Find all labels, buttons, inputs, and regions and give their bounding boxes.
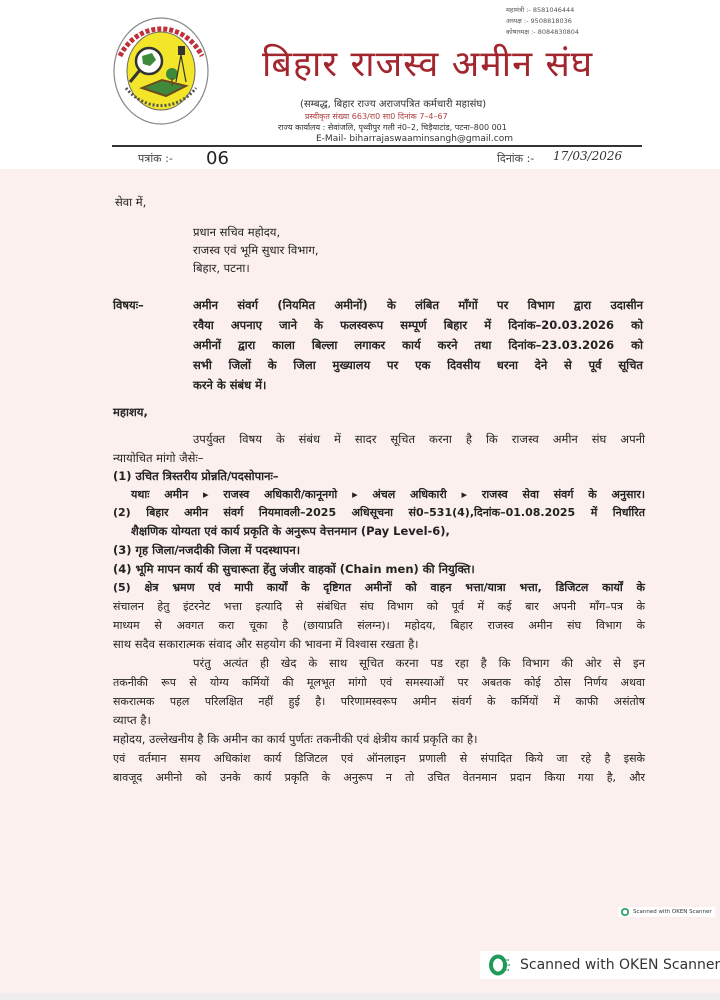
demand-item: (1) उचित त्रिस्तरीय प्रोन्नति/पदसोपानः– — [113, 469, 279, 483]
subject-label: विषयः– — [113, 298, 144, 312]
org-registration: प्रस्वीकृत संख्या 663/रा0 सा0 दिनांक 7–4–67 — [305, 112, 448, 121]
body-line: बावजूद अमीनो को उनके कार्य प्रकृति के अनुरूप न तो उचित वेतनमान प्रदान किया गया है, और — [113, 771, 645, 784]
org-affiliation: (सम्बद्ध, बिहार राज्य अराजपत्रित कर्मचारी महासंघ) — [300, 99, 487, 110]
letter-number-value: 06 — [206, 148, 229, 169]
org-address: राज्य कार्यालय : सेवांजलि, पृथ्वीपुर गली नं0–2, चिड़ैयाटांड, पटना–800 001 — [278, 123, 507, 132]
oken-scanner-icon — [621, 908, 629, 916]
demand-item: (4) भूमि मापन कार्य की सुचारूता हेंतु जंजीर वाहकों (Chain men) की नियुक्ति। — [113, 562, 475, 576]
body-line: महोदय, उल्लेखनीय है कि अमीन का कार्य पुर्णतः तकनीकी एवं क्षेत्रीय कार्य प्रकृति का है। — [113, 732, 478, 746]
body-line: व्याप्त है। — [113, 713, 151, 727]
letter-date-label: दिनांक :- — [497, 152, 535, 165]
contact-row: कोषाध्यक्ष :- 8084830804 — [506, 28, 580, 36]
body-line: न्यायोचित मांगो जैसेः– — [113, 451, 204, 465]
addressee-line: प्रधान सचिव महोदय, — [193, 225, 281, 239]
greeting: महाशय, — [113, 405, 148, 419]
scanner-label: Scanned with OKEN Scanner — [633, 909, 712, 915]
org-title: बिहार राजस्व अमीन संघ — [262, 44, 594, 85]
subject-line: अमीन संवर्ग (नियमित अमीनों) के लंबित माँगों पर विभाग द्वारा उदासीन — [193, 298, 643, 312]
seal-icon — [112, 16, 210, 126]
contact-row: महामंत्री :- 8581046444 — [506, 6, 575, 14]
body-line: सकरात्मक पहल परिलक्षित नहीं हुई है। परिणामस्वरूप अमीन संवर्ग के कर्मियों में काफी असंतोष — [113, 695, 645, 708]
body-line: तकनीकी रूप से योग्य कर्मियों की मूलभूत मांगो एवं समस्याओं पर अबतक कोई ठोस निर्णय अथवा — [113, 676, 645, 689]
body-line: माध्यम से अवगत करा चूका है (छायाप्रति संलग्न)। महोदय, बिहार राजस्व अमीन संघ विभाग के — [113, 619, 645, 632]
letter-date-value: 17/03/2026 — [553, 149, 623, 163]
demand-item: (5) क्षेत्र भ्रमण एवं मापी कार्यों के दृष्टिगत अमीनों को वाहन भत्ता/यात्रा भत्ता, डिजिटल कार्यों के — [113, 581, 645, 594]
oken-scanner-icon — [488, 954, 512, 976]
body-line: एवं वर्तमान समय अधिकांश कार्य डिजिटल एवं ऑनलाइन प्रणाली से संपादित किये जा रहे है इसके — [113, 752, 645, 765]
demand-item: (3) गृह जिला/नजदीकी जिला में पदस्थापन। — [113, 543, 301, 557]
to-line: सेवा में, — [115, 195, 147, 209]
org-logo — [112, 16, 210, 126]
body-line: संचालन हेतु इंटरनेट भत्ता इत्यादि से संबंधित संघ विभाग को पूर्व में कई बार अपनी माँग–पत्र के — [113, 600, 645, 613]
body-line: साथ सदैव सकारात्मक संवाद और सहयोग की भावना में विश्वास रखता है। — [113, 637, 419, 651]
body-line: परंतु अत्यंत ही खेद के साथ सूचित करना पड रहा है कि विभाग की ओर से इन — [193, 656, 645, 670]
scanner-watermark-small — [618, 907, 715, 917]
header-divider — [112, 145, 642, 147]
subject-line: अमीनों द्वारा काला बिल्ला लगाकर कार्य करने तथा दिनांक–23.03.2026 को — [193, 338, 643, 352]
scanner-label: Scanned with OKEN Scanner — [520, 957, 720, 973]
demand-item: यथाः अमीन ▸ राजस्व अधिकारी/कानूनगो ▸ अंचल अधिकारी ▸ राजस्व सेवा संवर्ग के अनुसार। — [131, 488, 645, 501]
contact-numbers — [506, 5, 579, 38]
subject-line: सभी जिलों के जिला मुख्यालय पर एक दिवसीय धरना देने से पूर्व सूचित — [193, 358, 643, 372]
letter-number-label: पत्रांक :- — [138, 152, 173, 165]
addressee-line: राजस्व एवं भूमि सुधार विभाग, — [193, 243, 319, 257]
org-email: E-Mail- biharrajaswaaminsangh@gmail.com — [316, 134, 513, 144]
demand-item: (2) बिहार अमीन संवर्ग नियमावली–2025 अधिसूचना सं0–531(4),दिनांक–01.08.2025 में निर्धारित — [113, 506, 645, 519]
subject-line: रवैया अपनाए जाने के फलस्वरूप सम्पूर्ण बिहार में दिनांक–20.03.2026 को — [193, 318, 643, 332]
demand-item: शैक्षणिक योग्यता एवं कार्य प्रकृति के अनुरूप वेत्तनमान (Pay Level-6), — [131, 524, 450, 538]
contact-row: अध्यक्ष :- 9508818036 — [506, 17, 572, 25]
body-line: उपर्युक्त विषय के संबंध में सादर सूचित करना है कि राजस्व अमीन संघ अपनी — [193, 432, 645, 446]
subject-line: करने के संबंध में। — [193, 378, 267, 392]
scanner-watermark-large — [480, 951, 720, 979]
addressee-line: बिहार, पटना। — [193, 261, 250, 275]
